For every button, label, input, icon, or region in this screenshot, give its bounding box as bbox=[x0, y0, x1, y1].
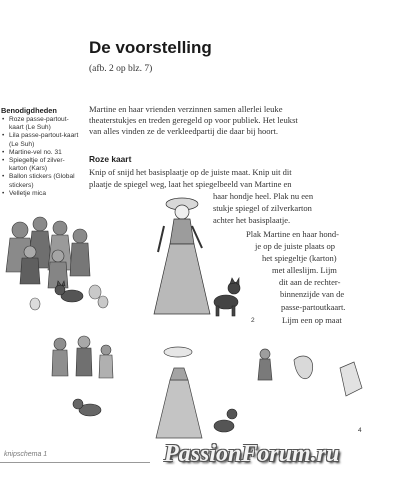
page-title: De voorstelling bbox=[89, 38, 212, 57]
cutout-cat-illustration bbox=[73, 399, 101, 416]
footer-divider bbox=[0, 462, 150, 463]
watermark: PassionForum.ru bbox=[164, 441, 340, 467]
body-line: stukje spiegel of zilverkarton bbox=[213, 203, 312, 213]
materials-list bbox=[1, 116, 83, 198]
materials-item: • Lila passe-partout-kaart (Le Suh) bbox=[1, 132, 83, 148]
figure-number: 2 bbox=[251, 317, 255, 324]
intro-line: theaterstukjes en treden geregeld op voor publiek. Het leukst bbox=[89, 115, 298, 126]
body-line: met alleslijm. Lijm bbox=[272, 265, 337, 275]
cutout-pieces-illustration bbox=[250, 340, 380, 420]
body-line: binnenzijde van de bbox=[280, 289, 345, 299]
materials-item: • Ballon stickers (Global stickers) bbox=[1, 173, 83, 189]
materials-heading: Benodigdheden bbox=[1, 106, 57, 115]
materials-item: • Roze passe-partout-kaart (Le Suh) bbox=[1, 116, 83, 132]
martine-figure-illustration bbox=[150, 192, 250, 324]
cutout-dog-illustration bbox=[214, 409, 237, 432]
body-line: passe-partoutkaart. bbox=[281, 302, 346, 312]
materials-item: • Martine-vel no. 31 bbox=[1, 149, 83, 157]
body-line: dit aan de rechter- bbox=[279, 277, 341, 287]
figure-number: 4 bbox=[358, 427, 362, 434]
dog-illustration bbox=[214, 278, 240, 316]
body-line: je op de juiste plaats op bbox=[255, 241, 336, 251]
materials-item: • Velletje mica bbox=[1, 190, 83, 198]
body-line: Lijm een op maat bbox=[282, 315, 342, 325]
body-line: het spiegeltje (karton) bbox=[262, 253, 337, 263]
cutout-children-illustration bbox=[40, 330, 130, 425]
body-line: Plak Martine en haar hond- bbox=[246, 229, 339, 239]
materials-item: • Spiegeltje of zilver-karton (Kars) bbox=[1, 157, 83, 173]
section-heading: Roze kaart bbox=[89, 154, 132, 164]
intro-paragraph bbox=[89, 104, 298, 138]
body-line: haar hondje heel. Plak nu een bbox=[213, 191, 314, 201]
materials-sidebar bbox=[1, 106, 83, 198]
footer-label: knipschema 1 bbox=[4, 451, 48, 458]
intro-line: van alles vinden ze de verkleedpartij die daar bij hoort. bbox=[89, 126, 278, 137]
body-line: achter het basisplaatje. bbox=[213, 215, 291, 225]
intro-line: Martine en haar vrienden verzinnen samen allerlei leuke bbox=[89, 104, 283, 114]
body-line: Knip of snijd het basisplaatje op de juiste maat. Knip uit dit bbox=[89, 167, 292, 177]
cutout-dress-illustration bbox=[150, 340, 250, 440]
page-subtitle: (afb. 2 op blz. 7) bbox=[89, 64, 153, 74]
cat-illustration bbox=[55, 281, 83, 302]
children-group-illustration bbox=[0, 210, 110, 312]
body-line: plaatje de spiegel weg, laat het spiegelbeeld van Martine en bbox=[89, 179, 292, 189]
